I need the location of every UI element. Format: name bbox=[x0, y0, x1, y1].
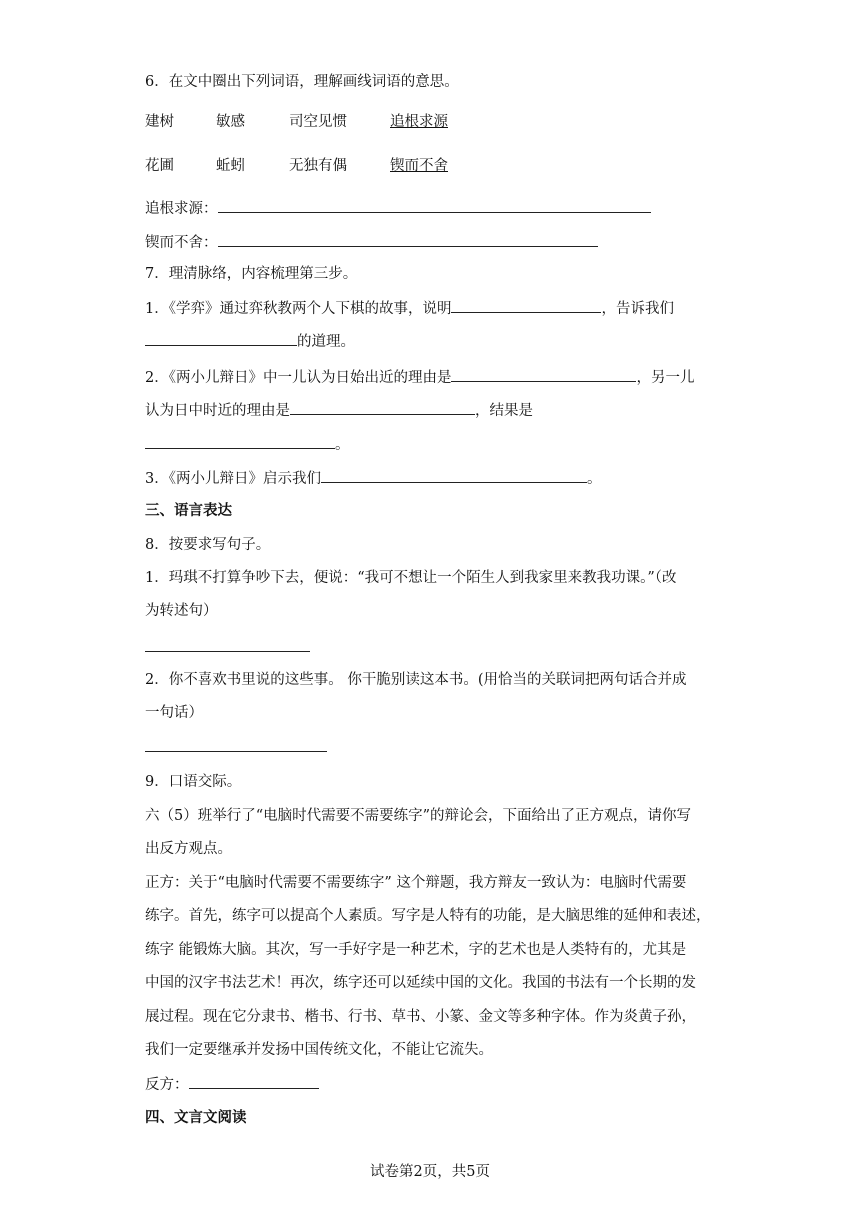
q7-sub3-text-b: 。 bbox=[586, 471, 602, 487]
q8-answer-line-1 bbox=[145, 637, 310, 658]
answer-line-2 bbox=[145, 232, 598, 253]
q8-sub2-line2: 一句话） bbox=[145, 705, 203, 721]
q9-answer-blank[interactable] bbox=[189, 1074, 319, 1089]
q7-sub1-line2 bbox=[145, 331, 355, 352]
q7-title: 7．理清脉络，内容梳理第三步。 bbox=[145, 266, 358, 282]
section-3-heading: 三、语言表达 bbox=[145, 502, 232, 519]
q7-sub1-text-b: ，告诉我们 bbox=[601, 301, 674, 317]
q7-sub1-text-a: 1．《学弈》通过弈秋教两个人下棋的故事，说明 bbox=[145, 301, 452, 317]
word-5: 花圃 bbox=[145, 158, 174, 174]
q7-sub1-line1 bbox=[145, 298, 674, 319]
q7-sub2-text-a: 2．《两小儿辩日》中一儿认为日始出近的理由是 bbox=[145, 370, 452, 386]
q9-title: 9．口语交际。 bbox=[145, 774, 242, 790]
q6-title: 6．在文中圈出下列词语，理解画线词语的意思。 bbox=[145, 74, 459, 90]
q7-sub2-line3 bbox=[145, 434, 350, 455]
q7-sub3-text-a: 3．《两小儿辩日》启示我们 bbox=[145, 471, 321, 487]
q8-sub1-line1: 1．玛琪不打算争吵下去，便说：“我可不想让一个陌生人到我家里来教我功课。”（改 bbox=[145, 570, 677, 586]
q7-sub1-text-c: 的道理。 bbox=[297, 334, 355, 350]
q8-title: 8．按要求写句子。 bbox=[145, 537, 271, 553]
word-8-underlined: 锲而不舍 bbox=[390, 158, 448, 174]
q7-sub2-text-b: ，另一儿 bbox=[636, 370, 695, 386]
q7-sub2-text-d: ，结果是 bbox=[475, 403, 533, 419]
word-1: 建树 bbox=[145, 114, 174, 130]
word-7: 无独有偶 bbox=[289, 158, 347, 174]
answer-label-1: 追根求源： bbox=[145, 201, 218, 217]
page-footer: 试卷第2页，共5页 bbox=[370, 1164, 490, 1180]
word-3: 司空见惯 bbox=[289, 114, 347, 130]
q8-blank-2[interactable] bbox=[145, 737, 327, 752]
q8-sub2-line1: 2．你不喜欢书里说的这些事。 你干脆别读这本书。(用恰当的关联词把两句话合并成 bbox=[145, 672, 687, 688]
q7-blank-3[interactable] bbox=[451, 367, 636, 382]
q7-blank-6[interactable] bbox=[321, 468, 587, 483]
q9-pro-line6: 我们一定要继承并发扬中国传统文化，不能让它流失。 bbox=[145, 1042, 493, 1058]
q7-sub2-line1 bbox=[145, 367, 694, 388]
q8-answer-line-2 bbox=[145, 737, 327, 758]
q9-intro-line2: 出反方观点。 bbox=[145, 841, 232, 857]
q9-pro-line5: 展过程。现在它分隶书、楷书、行书、草书、小篆、金文等多种字体。作为炎黄子孙， bbox=[145, 1009, 696, 1025]
q7-blank-5[interactable] bbox=[145, 434, 335, 449]
word-6: 蚯蚓 bbox=[216, 158, 245, 174]
q8-sub1-line2: 为转述句） bbox=[145, 603, 218, 619]
q7-blank-4[interactable] bbox=[290, 400, 475, 415]
q9-pro-line3: 练字 能锻炼大脑。其次，写一手好字是一种艺术，字的艺术也是人类特有的，尤其是 bbox=[145, 942, 687, 958]
q7-sub2-line2 bbox=[145, 400, 533, 421]
word-2: 敏感 bbox=[216, 114, 245, 130]
q7-blank-1[interactable] bbox=[451, 298, 601, 313]
q8-blank-1[interactable] bbox=[145, 637, 310, 652]
q9-pro-line2: 练字。首先，练字可以提高个人素质。写字是人特有的功能，是大脑思维的延伸和表述， bbox=[145, 908, 711, 924]
q9-intro-line1: 六（5）班举行了“电脑时代需要不需要练字”的辩论会，下面给出了正方观点，请你写 bbox=[145, 808, 692, 824]
q9-answer-line bbox=[145, 1074, 319, 1095]
answer-blank-2[interactable] bbox=[218, 232, 598, 247]
q7-sub2-text-c: 认为日中时近的理由是 bbox=[145, 403, 290, 419]
q9-answer-label: 反方： bbox=[145, 1077, 189, 1093]
word-4-underlined: 追根求源 bbox=[390, 114, 448, 130]
answer-blank-1[interactable] bbox=[218, 198, 651, 213]
q7-blank-2[interactable] bbox=[145, 331, 297, 346]
answer-line-1 bbox=[145, 198, 651, 219]
q7-sub2-text-e: 。 bbox=[335, 437, 350, 453]
answer-label-2: 锲而不舍： bbox=[145, 235, 218, 251]
q9-pro-line4: 中国的汉字书法艺术！再次，练字还可以延续中国的文化。我国的书法有一个长期的发 bbox=[145, 975, 696, 991]
q9-pro-line1: 正方：关于“电脑时代需要不需要练字” 这个辩题，我方辩友一致认为：电脑时代需要 bbox=[145, 875, 687, 891]
section-4-heading: 四、文言文阅读 bbox=[145, 1109, 247, 1126]
q7-sub3-line bbox=[145, 468, 601, 489]
